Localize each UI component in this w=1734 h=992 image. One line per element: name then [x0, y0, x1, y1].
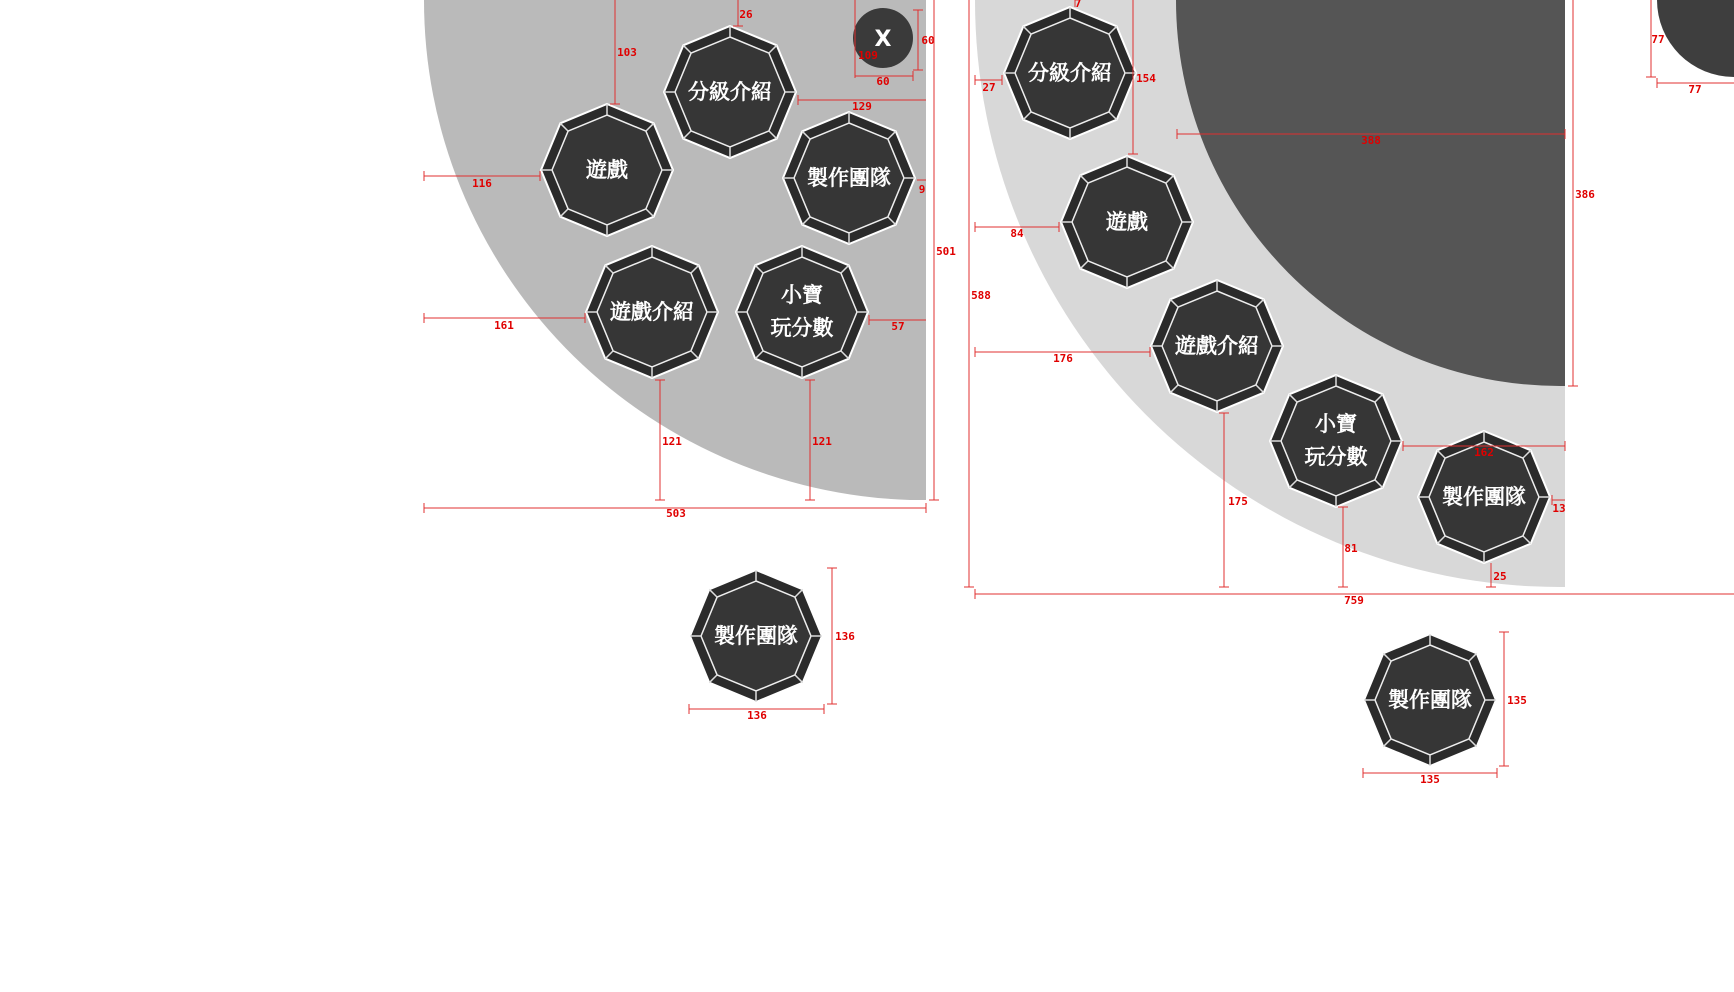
right-menu-game-intro-button[interactable]: [1151, 280, 1283, 412]
right-menu-score-button[interactable]: [1270, 375, 1402, 507]
svg-text:60: 60: [921, 34, 935, 47]
svg-text:分級介紹: 分級介紹: [688, 80, 772, 104]
svg-text:9: 9: [918, 183, 926, 196]
svg-text:161: 161: [494, 319, 514, 332]
svg-text:製作團隊: 製作團隊: [1442, 485, 1526, 509]
svg-text:109: 109: [858, 49, 878, 62]
svg-text:玩分數: 玩分數: [770, 316, 834, 340]
svg-text:135: 135: [1420, 773, 1440, 786]
svg-text:121: 121: [662, 435, 682, 448]
svg-text:175: 175: [1228, 495, 1248, 508]
dim-9: [917, 180, 926, 196]
svg-text:27: 27: [982, 81, 996, 94]
standalone-credits-button-small[interactable]: [1364, 634, 1496, 766]
svg-text:116: 116: [472, 177, 492, 190]
svg-text:遊戲介紹: 遊戲介紹: [610, 300, 694, 324]
svg-text:81: 81: [1344, 542, 1358, 555]
svg-text:26: 26: [739, 8, 753, 21]
dim-77-width: [1657, 78, 1734, 96]
left-menu-game-intro-button[interactable]: [586, 246, 718, 378]
svg-text:57: 57: [891, 320, 905, 333]
corner-circle-icon: [1657, 0, 1734, 77]
dim-136-width: [689, 704, 824, 722]
right-menu-ratings-button[interactable]: [1004, 7, 1136, 139]
svg-text:77: 77: [1688, 83, 1702, 96]
svg-text:遊戲介紹: 遊戲介紹: [1175, 334, 1259, 358]
left-menu-game-button[interactable]: [541, 104, 673, 236]
svg-text:84: 84: [1010, 227, 1024, 240]
left-menu-ratings-button[interactable]: [664, 26, 796, 158]
svg-text:136: 136: [835, 630, 855, 643]
svg-text:小寶: 小寶: [1315, 412, 1357, 436]
svg-text:154: 154: [1136, 72, 1156, 85]
svg-text:25: 25: [1493, 570, 1507, 583]
left-menu-credits-button[interactable]: [783, 112, 915, 244]
left-menu-score-button[interactable]: [736, 246, 868, 378]
svg-text:386: 386: [1575, 188, 1595, 201]
svg-text:759: 759: [1344, 594, 1364, 607]
svg-text:103: 103: [617, 46, 637, 59]
svg-text:7: 7: [1074, 0, 1082, 10]
svg-text:77: 77: [1651, 33, 1665, 46]
svg-text:製作團隊: 製作團隊: [807, 166, 891, 190]
svg-text:136: 136: [747, 709, 767, 722]
svg-text:遊戲: 遊戲: [586, 158, 628, 182]
svg-text:176: 176: [1053, 352, 1073, 365]
svg-text:小寶: 小寶: [781, 283, 823, 307]
svg-text:X: X: [874, 27, 892, 52]
dim-501: [929, 0, 956, 500]
svg-text:分級介紹: 分級介紹: [1028, 61, 1112, 85]
dim-759: [975, 589, 1734, 607]
dim-135-height: [1499, 632, 1527, 766]
svg-text:388: 388: [1361, 134, 1381, 147]
svg-text:162: 162: [1474, 446, 1494, 459]
svg-text:501: 501: [936, 245, 956, 258]
svg-text:13: 13: [1552, 502, 1566, 515]
svg-text:製作團隊: 製作團隊: [714, 624, 798, 648]
standalone-credits-button-large[interactable]: [690, 570, 822, 702]
svg-text:129: 129: [852, 100, 872, 113]
dim-135-width: [1363, 768, 1497, 786]
svg-text:玩分數: 玩分數: [1304, 445, 1368, 469]
svg-text:製作團隊: 製作團隊: [1388, 688, 1472, 712]
svg-text:遊戲: 遊戲: [1106, 210, 1148, 234]
svg-text:588: 588: [971, 289, 991, 302]
dim-503: [424, 503, 926, 520]
dim-386: [1568, 0, 1595, 386]
dim-136-height: [827, 568, 855, 704]
right-menu-game-button[interactable]: [1061, 156, 1193, 288]
svg-text:60: 60: [876, 75, 890, 88]
svg-text:503: 503: [666, 507, 686, 520]
dim-7: [1075, 0, 1082, 10]
svg-text:135: 135: [1507, 694, 1527, 707]
svg-text:121: 121: [812, 435, 832, 448]
